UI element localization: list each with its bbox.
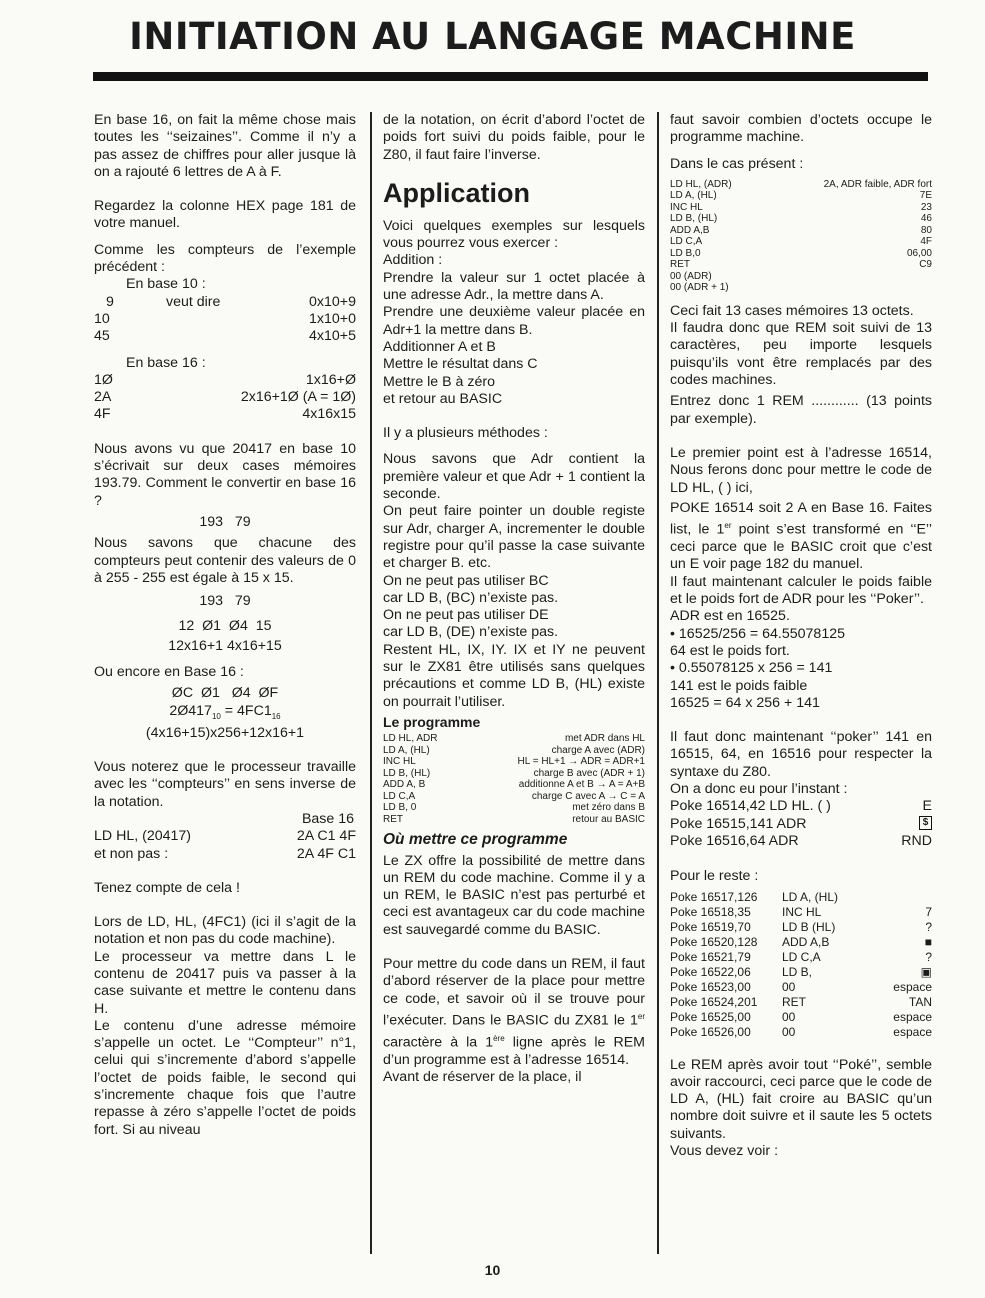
table-cell: 10	[94, 310, 110, 327]
table-cell	[166, 328, 309, 345]
table-cell: Poke 16523,00	[670, 979, 751, 994]
table-cell: 45	[94, 328, 110, 345]
table-cell: Poke 16522,06	[670, 964, 751, 979]
paragraph: Il faut maintenant calculer le poids faible et le poids fort de ADR pour les ‘‘Poker’’.	[670, 573, 932, 608]
superscript: er	[637, 1011, 645, 1021]
code-line: ADD A,B	[670, 224, 710, 236]
code-comment: additionne A et B → A = A+B	[518, 779, 645, 791]
display-char: RND	[901, 832, 932, 849]
paragraph: Il y a plusieurs méthodes :	[383, 425, 548, 442]
code-comment: met zéro dans B	[572, 802, 645, 814]
paragraph: On ne peut pas utiliser DE	[383, 607, 549, 624]
paragraph: ADR est en 16525.	[670, 608, 790, 625]
paragraph: On a donc eu pour l’instant :	[670, 781, 848, 798]
table-cell: LD A, (HL)	[782, 889, 839, 904]
superscript: er	[724, 521, 732, 531]
code-line: 00 (ADR)	[670, 270, 712, 282]
table-cell: 00	[782, 979, 796, 994]
table-cell: 2A	[94, 389, 112, 406]
code-line: RET	[383, 813, 403, 825]
dollar-char-icon: $	[919, 816, 932, 830]
code-bytes: 4F	[920, 236, 932, 248]
code-comment: met ADR dans HL	[564, 733, 645, 745]
list-item: Mettre le résultat dans C	[383, 356, 538, 373]
table-cell: Poke 16521,79	[670, 949, 751, 964]
label: Base 16	[301, 810, 354, 827]
list-item: et retour au BASIC	[383, 390, 503, 407]
paragraph: Le processeur va mettre dans L le contenu de 20417 puis va passer à la case suivante et mettre le contenu dans H.	[94, 948, 356, 1017]
code-line: LD HL, (20417)	[94, 828, 191, 845]
value-pair: 193 79	[199, 593, 251, 610]
code-line: LD C,A	[670, 236, 703, 248]
subscript: 16	[271, 711, 281, 721]
code-line: LD A, (HL)	[670, 190, 717, 202]
subscript: 10	[211, 711, 221, 721]
paragraph: Le REM après avoir tout ‘‘Poké’’, semble avoir raccourci, ceci parce que le code de LD A, (HL) fait croire au BASIC qu’un nombre doit suivre et il saute les 5 octets suivants.	[670, 1056, 932, 1142]
list-item: Mettre le B à zéro	[383, 373, 495, 390]
table-cell: Poke 16517,126	[670, 889, 758, 904]
hex-line: (4x16+15)x256+12x16+1	[145, 724, 305, 741]
paragraph: Lors de LD, HL, (4FC1) (ici il s’agit de la notation et non pas du code machine).	[94, 914, 356, 948]
base16-table	[94, 372, 356, 424]
code-comment: HL = HL+1 → ADR = ADR+1	[517, 756, 645, 768]
table-cell: ?	[925, 919, 932, 934]
paragraph: de la notation, on écrit d’abord l’octet de poids fort suivi du poids faible, pour le Z80, il faut faire l’inverse.	[383, 112, 645, 163]
paragraph: Ceci fait 13 cases mémoires 13 octets.	[670, 302, 914, 319]
text: Pour mettre du code dans un REM, il faut d’abord réserver de la place pour mettre ce code, et savoir où il se trouve pour l’exécuter. Dans le BASIC du ZX81 le 1	[383, 955, 645, 1029]
table-cell	[166, 311, 309, 328]
code-bytes: 2A, ADR faible, ADR fort	[823, 178, 932, 190]
table-cell	[882, 890, 932, 905]
code-line: LD B, 0	[383, 802, 417, 814]
table-cell: Poke 16524,201	[670, 994, 758, 1009]
code-comment: retour au BASIC	[572, 813, 645, 825]
table-cell: LD B (HL)	[782, 919, 836, 934]
code-line: RET	[670, 259, 690, 271]
paragraph: Il faudra donc que REM soit suivi de 13 caractères, peu importe lesquels puisqu’ils vont être remplacés par des codes machines.	[670, 320, 932, 389]
text: ligne après le REM d’un programme est à l’adresse 16514.	[383, 1034, 645, 1068]
value-pair: 12 Ø1 Ø4 15	[178, 618, 272, 635]
paragraph: On peut faire pointer un double registe sur Adr, charger A, incrementer le double registre pour qu’il passe la case suivante et charger B. etc.	[383, 503, 645, 572]
text: caractère à la 1	[383, 1034, 494, 1051]
hex-line: ØC Ø1 Ø4 ØF	[171, 685, 279, 702]
code-bytes: 2A C1 4F	[296, 828, 356, 845]
paragraph: Ou encore en Base 16 :	[94, 664, 244, 681]
base10-table	[94, 294, 356, 346]
table-cell: 00	[782, 1009, 796, 1024]
table-cell: Poke 16519,70	[670, 919, 751, 934]
hex-value: = 4FC1	[220, 702, 272, 719]
paragraph: Le ZX offre la possibilité de mettre dans un REM du code machine. Comme il y a un REM, le BASIC n’est pas perturbé et ceci est avantageux car du code machine est sauvegardé comme du BASIC.	[383, 852, 645, 938]
code-bytes: 80	[920, 224, 932, 236]
table-cell: RET	[782, 994, 806, 1009]
paragraph: faut savoir combien d’octets occupe le programme machine.	[670, 112, 932, 146]
table-cell: 2x16+1Ø (A = 1Ø)	[240, 389, 356, 406]
paragraph: Le contenu d’une adresse mémoire s’appelle un octet. Le ‘‘Compteur’’ n°1, celui qui s’incremente d’abord s’appelle l’octet de poids faible, le second qui s’incremente chaque fois que l’autre repasse à zéro s’appelle l’octet de poids fort. Si au niveau	[94, 1017, 356, 1138]
paragraph: En base 16, on fait la même chose mais toutes les ‘‘seizaines’’. Comme il n’y a pas assez de chiffres pour aller jusque là on a rajouté 6 lettres de A à F.	[94, 112, 356, 180]
table-cell: 9	[106, 293, 114, 310]
display-char: E	[922, 798, 932, 815]
list-item: Prendre la valeur sur 1 octet placée à une adresse Adr., la mettre dans A.	[383, 269, 645, 304]
code-comment: charge A avec (ADR)	[551, 744, 645, 756]
table-cell: 1x16+Ø	[305, 371, 356, 388]
paragraph: Dans le cas présent :	[670, 155, 804, 172]
text: point s’est transformé en ‘‘E’’ ceci parce que le BASIC croit que c’est un E voir page 182 du manuel.	[670, 521, 932, 573]
table-cell: Poke 16526,00	[670, 1024, 751, 1039]
paragraph: car LD B, (BC) n’existe pas.	[383, 589, 559, 606]
paragraph: Restent HL, IX, IY. IX et IY ne peuvent sur le ZX81 être utilisés sans quelques précautions et comme LD B, (HL) existe on pourrait l’utiliser.	[383, 641, 645, 710]
code-bytes: 23	[920, 201, 932, 213]
code-line: Poke 16516,64 ADR	[670, 832, 799, 849]
table-cell: 4x16x15	[302, 406, 356, 423]
subheading: Où mettre ce programme	[383, 831, 568, 849]
paragraph: • 0.55078125 x 256 = 141	[670, 660, 833, 677]
code-comment: charge C avec A → C = A	[531, 790, 645, 802]
code-bytes: 46	[920, 213, 932, 225]
poke-table	[670, 890, 932, 1040]
column-divider	[657, 112, 659, 1254]
paragraph: On ne peut pas utiliser BC	[383, 572, 549, 589]
code-line: ADD A, B	[383, 779, 426, 791]
text: POKE 16514 soit 2 A en Base 16. Faites list, le 1	[670, 499, 932, 538]
table-cell: 00	[782, 1024, 796, 1039]
paragraph: Vous devez voir :	[670, 1143, 779, 1160]
code-line: INC HL	[383, 756, 416, 768]
table-cell: 0x10+9	[309, 293, 356, 310]
hex-value: 2Ø417	[169, 702, 212, 719]
hex-line	[94, 703, 356, 725]
paragraph: Pour le reste :	[670, 868, 759, 885]
table-cell: 4F	[94, 406, 111, 423]
table-cell: Poke 16525,00	[670, 1009, 751, 1024]
paragraph: Voici quelques exemples sur lesquels vous pourrez vous exercer :	[383, 217, 645, 252]
table-cell: veut dire	[166, 293, 221, 310]
paragraph: Nous avons vu que 20417 en base 10 s’écrivait sur deux cases mémoires 193.79. Comment le convertir en base 16 ?	[94, 440, 356, 509]
code-comment: charge B avec (ADR + 1)	[533, 767, 645, 779]
code-line: LD B,0	[670, 247, 701, 259]
table-cell: 4x10+5	[309, 328, 356, 345]
paragraph: Nous savons que chacune des compteurs peut contenir des valeurs de 0 à 255 - 255 est égale à 15 x 15.	[94, 535, 356, 586]
label: En base 16 :	[126, 354, 206, 371]
table-cell: ■	[924, 934, 932, 949]
paragraph: 16525 = 64 x 256 + 141	[670, 694, 820, 711]
table-cell: ADD A,B	[782, 934, 830, 949]
code-listing	[670, 179, 932, 294]
paragraph	[383, 956, 645, 1069]
paragraph: car LD B, (DE) n’existe pas.	[383, 624, 559, 641]
code-line: LD B, (HL)	[383, 767, 431, 779]
code-line: Poke 16514,42 LD HL. ( )	[670, 798, 831, 815]
code-line: LD HL, (ADR)	[670, 178, 732, 190]
code-line: Poke 16515,141 ADR	[670, 815, 807, 832]
code-line: 00 (ADR + 1)	[670, 282, 729, 294]
list-item: Additionner A et B	[383, 338, 496, 355]
list-item: Prendre une deuxième valeur placée en Adr+1 la mettre dans B.	[383, 304, 645, 338]
table-cell: LD B,	[782, 964, 813, 979]
label: En base 10 :	[126, 276, 206, 293]
section-heading: Application	[383, 177, 530, 208]
paragraph: Avant de réserver de la place, il	[383, 1069, 582, 1086]
code-line: LD HL, ADR	[383, 733, 438, 745]
code-bytes: C9	[919, 259, 932, 271]
table-cell: 7	[925, 904, 932, 919]
page-number: 10	[484, 1262, 501, 1278]
table-cell: Poke 16518,35	[670, 904, 751, 919]
paragraph: 64 est le poids fort.	[670, 642, 790, 659]
page-title: INITIATION AU LANGAGE MACHINE	[129, 15, 856, 58]
paragraph: Entrez donc 1 REM ............ (13 points par exemple).	[670, 393, 932, 427]
code-line: LD C,A	[383, 790, 416, 802]
column-3	[670, 112, 932, 1160]
code-bytes: 2A 4F C1	[296, 845, 356, 862]
table-cell: espace	[893, 979, 932, 994]
table-cell: espace	[893, 1024, 932, 1039]
table-cell: espace	[893, 1009, 932, 1024]
paragraph: Comme les compteurs de l’exemple précédent :	[94, 241, 356, 276]
value-pair: 12x16+1 4x16+15	[168, 637, 282, 654]
value-pair: 193 79	[199, 513, 251, 530]
paragraph	[670, 500, 932, 574]
paragraph: Tenez compte de cela !	[94, 879, 240, 896]
code-line: LD B, (HL)	[670, 213, 718, 225]
program-listing	[383, 733, 645, 825]
list-item: Addition :	[383, 252, 443, 269]
subheading: Le programme	[383, 713, 481, 730]
table-cell: ?	[925, 949, 932, 964]
paragraph: Il faut donc maintenant ‘‘poker’’ 141 en 16515, 64, en 16516 pour respecter la syntaxe du Z80.	[670, 729, 932, 780]
code-line: LD A, (HL)	[383, 744, 430, 756]
code-line: et non pas :	[94, 845, 169, 862]
code-bytes: 06,00	[906, 247, 932, 259]
table-cell: LD C,A	[782, 949, 821, 964]
column-2	[383, 112, 645, 1087]
paragraph: Le premier point est à l’adresse 16514, Nous ferons donc pour mettre le code de LD HL, ( ) ici,	[670, 444, 932, 496]
paragraph: Vous noterez que le processeur travaille avec les ‘‘compteurs’’ en sens inverse de la notation.	[94, 759, 356, 810]
code-line: INC HL	[670, 201, 703, 213]
table-cell: Poke 16520,128	[670, 934, 758, 949]
paragraph: 141 est le poids faible	[670, 677, 808, 694]
table-cell: ▣	[920, 964, 932, 979]
paragraph: Nous savons que Adr contient la première valeur et que Adr + 1 contient la seconde.	[383, 451, 645, 503]
column-divider	[370, 112, 372, 1254]
table-cell: 1x10+0	[309, 310, 356, 327]
table-cell: TAN	[908, 994, 932, 1009]
table-cell: INC HL	[782, 904, 822, 919]
column-1	[94, 112, 356, 1139]
paragraph: Regardez la colonne HEX page 181 de votre manuel.	[94, 198, 356, 232]
superscript: ère	[493, 1033, 505, 1043]
paragraph: • 16525/256 = 64.55078125	[670, 625, 845, 642]
table-cell: 1Ø	[94, 371, 113, 388]
title-rule	[93, 72, 928, 81]
code-bytes: 7E	[919, 190, 932, 202]
